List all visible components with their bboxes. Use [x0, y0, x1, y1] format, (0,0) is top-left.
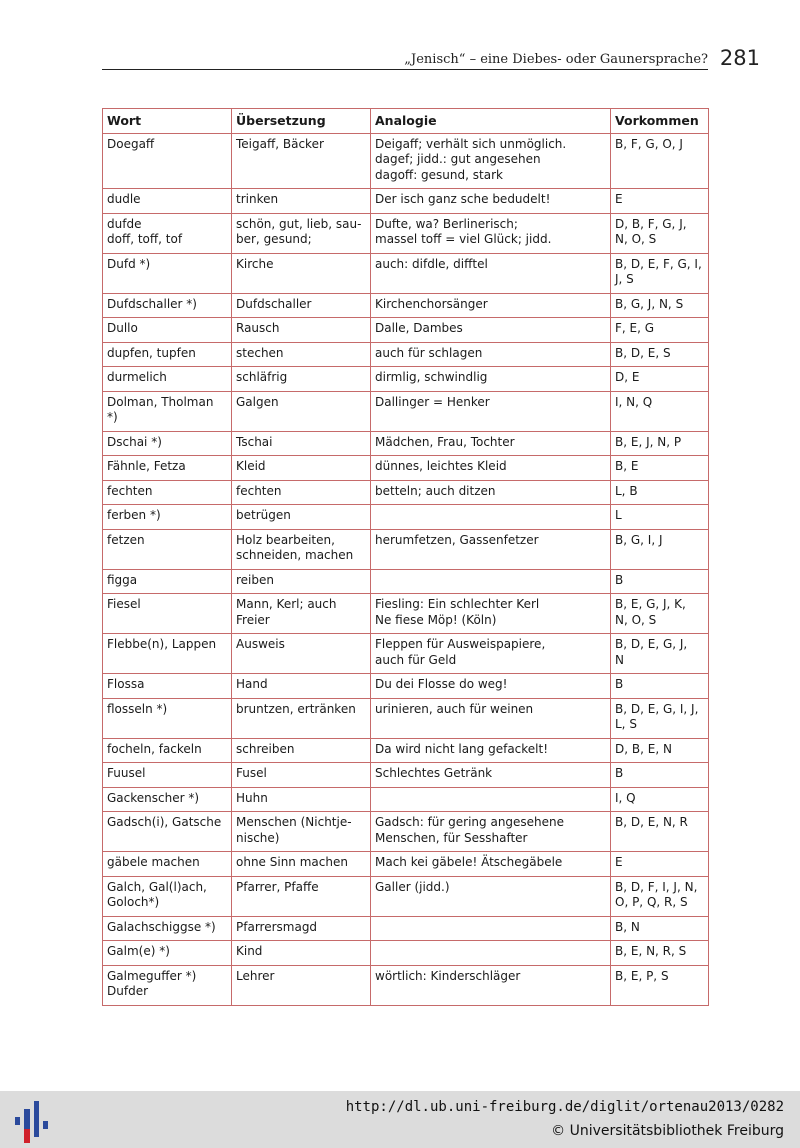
- cell-uebersetzung: Kleid: [232, 456, 371, 481]
- cell-wort: Dolman, Tholman *): [103, 391, 232, 431]
- cell-analogie: Dalle, Dambes: [371, 318, 611, 343]
- copyright-notice: © Universitätsbibliothek Freiburg: [551, 1123, 784, 1139]
- cell-analogie: Schlechtes Getränk: [371, 763, 611, 788]
- cell-vorkommen: E: [611, 852, 709, 877]
- cell-analogie: dünnes, leichtes Kleid: [371, 456, 611, 481]
- cell-uebersetzung: betrügen: [232, 505, 371, 530]
- cell-wort: Flebbe(n), Lappen: [103, 634, 232, 674]
- cell-wort: Galachschiggse *): [103, 916, 232, 941]
- cell-analogie: herumfetzen, Gassenfetzer: [371, 529, 611, 569]
- table-row: [103, 342, 709, 367]
- cell-vorkommen: D, B, F, G, J, N, O, S: [611, 213, 709, 253]
- cell-wort: Dullo: [103, 318, 232, 343]
- table-row: [103, 480, 709, 505]
- cell-uebersetzung: Galgen: [232, 391, 371, 431]
- cell-wort: focheln, fackeln: [103, 738, 232, 763]
- cell-vorkommen: B: [611, 569, 709, 594]
- cell-analogie: Dallinger = Henker: [371, 391, 611, 431]
- cell-uebersetzung: Huhn: [232, 787, 371, 812]
- cell-wort: Gackenscher *): [103, 787, 232, 812]
- source-url[interactable]: http://dl.ub.uni-freiburg.de/diglit/ortenau2013/0282: [345, 1099, 784, 1115]
- cell-vorkommen: L, B: [611, 480, 709, 505]
- table-row: [103, 391, 709, 431]
- table-row: [103, 674, 709, 699]
- cell-analogie: [371, 916, 611, 941]
- cell-vorkommen: D, E: [611, 367, 709, 392]
- cell-uebersetzung: reiben: [232, 569, 371, 594]
- cell-vorkommen: B, E, N, R, S: [611, 941, 709, 966]
- table-row: [103, 965, 709, 1005]
- cell-wort: Galmeguffer *) Dufder: [103, 965, 232, 1005]
- cell-analogie: [371, 941, 611, 966]
- cell-uebersetzung: Menschen (Nichtje- nische): [232, 812, 371, 852]
- cell-analogie: urinieren, auch für weinen: [371, 698, 611, 738]
- cell-vorkommen: F, E, G: [611, 318, 709, 343]
- cell-analogie: auch für schlagen: [371, 342, 611, 367]
- table-row: [103, 293, 709, 318]
- cell-uebersetzung: Hand: [232, 674, 371, 699]
- cell-analogie: Galler (jidd.): [371, 876, 611, 916]
- cell-wort: Fiesel: [103, 594, 232, 634]
- cell-uebersetzung: bruntzen, ertränken: [232, 698, 371, 738]
- cell-uebersetzung: ohne Sinn machen: [232, 852, 371, 877]
- cell-analogie: Deigaff; verhält sich unmöglich. dagef; jidd.: gut angesehen dagoff: gesund, stark: [371, 133, 611, 189]
- cell-uebersetzung: fechten: [232, 480, 371, 505]
- cell-vorkommen: B, D, F, I, J, N, O, P, Q, R, S: [611, 876, 709, 916]
- cell-wort: Flossa: [103, 674, 232, 699]
- table-row: [103, 133, 709, 189]
- cell-wort: Dufd *): [103, 253, 232, 293]
- cell-wort: dudle: [103, 189, 232, 214]
- cell-wort: gäbele machen: [103, 852, 232, 877]
- ub-freiburg-logo-icon: [12, 1099, 50, 1143]
- table-row: [103, 213, 709, 253]
- cell-wort: Dschai *): [103, 431, 232, 456]
- cell-uebersetzung: schreiben: [232, 738, 371, 763]
- cell-wort: figga: [103, 569, 232, 594]
- cell-analogie: Mädchen, Frau, Tochter: [371, 431, 611, 456]
- cell-analogie: [371, 569, 611, 594]
- table-row: [103, 189, 709, 214]
- cell-uebersetzung: schön, gut, lieb, sau- ber, gesund;: [232, 213, 371, 253]
- cell-vorkommen: B, E, J, N, P: [611, 431, 709, 456]
- cell-analogie: Kirchenchorsänger: [371, 293, 611, 318]
- cell-wort: dufde doff, toff, tof: [103, 213, 232, 253]
- cell-wort: fetzen: [103, 529, 232, 569]
- table-row: [103, 738, 709, 763]
- cell-vorkommen: B, G, J, N, S: [611, 293, 709, 318]
- cell-analogie: Fleppen für Ausweispapiere, auch für Geld: [371, 634, 611, 674]
- cell-uebersetzung: Rausch: [232, 318, 371, 343]
- table-row: [103, 569, 709, 594]
- cell-analogie: auch: difdle, difftel: [371, 253, 611, 293]
- cell-uebersetzung: Pfarrersmagd: [232, 916, 371, 941]
- table-row: [103, 634, 709, 674]
- cell-wort: flosseln *): [103, 698, 232, 738]
- cell-uebersetzung: Holz bearbeiten, schneiden, machen: [232, 529, 371, 569]
- cell-wort: Galm(e) *): [103, 941, 232, 966]
- cell-vorkommen: I, N, Q: [611, 391, 709, 431]
- table-row: [103, 916, 709, 941]
- table-row: [103, 505, 709, 530]
- table-body: [103, 133, 709, 1005]
- cell-analogie: Dufte, wa? Berlinerisch; massel toff = viel Glück; jidd.: [371, 213, 611, 253]
- cell-vorkommen: B, E, P, S: [611, 965, 709, 1005]
- table-row: [103, 318, 709, 343]
- cell-uebersetzung: Ausweis: [232, 634, 371, 674]
- table-header: [103, 109, 709, 134]
- cell-wort: durmelich: [103, 367, 232, 392]
- cell-uebersetzung: Mann, Kerl; auch Freier: [232, 594, 371, 634]
- cell-uebersetzung: Fusel: [232, 763, 371, 788]
- cell-analogie: betteln; auch ditzen: [371, 480, 611, 505]
- column-header-wort: Wort: [103, 109, 232, 134]
- table-row: [103, 876, 709, 916]
- cell-vorkommen: B, D, E, G, I, J, L, S: [611, 698, 709, 738]
- cell-analogie: Du dei Flosse do weg!: [371, 674, 611, 699]
- column-header-analogie: Analogie: [371, 109, 611, 134]
- table-header-row: [103, 109, 709, 134]
- header-rule: [102, 69, 708, 70]
- cell-analogie: Gadsch: für gering angesehene Menschen, für Sesshafter: [371, 812, 611, 852]
- table-row: [103, 594, 709, 634]
- footer-bar: [0, 1091, 800, 1148]
- table-row: [103, 698, 709, 738]
- cell-analogie: [371, 505, 611, 530]
- cell-vorkommen: B: [611, 763, 709, 788]
- cell-analogie: [371, 787, 611, 812]
- table-row: [103, 456, 709, 481]
- cell-uebersetzung: Pfarrer, Pfaffe: [232, 876, 371, 916]
- cell-vorkommen: B, F, G, O, J: [611, 133, 709, 189]
- cell-vorkommen: B, E, G, J, K, N, O, S: [611, 594, 709, 634]
- cell-analogie: wörtlich: Kinderschläger: [371, 965, 611, 1005]
- table-row: [103, 787, 709, 812]
- cell-analogie: Der isch ganz sche bedudelt!: [371, 189, 611, 214]
- cell-wort: Fuusel: [103, 763, 232, 788]
- cell-vorkommen: B, G, I, J: [611, 529, 709, 569]
- cell-wort: Dufdschaller *): [103, 293, 232, 318]
- cell-vorkommen: B, D, E, S: [611, 342, 709, 367]
- cell-vorkommen: B, D, E, G, J, N: [611, 634, 709, 674]
- cell-wort: Galch, Gal(l)ach, Goloch*): [103, 876, 232, 916]
- cell-uebersetzung: Dufdschaller: [232, 293, 371, 318]
- cell-vorkommen: B, D, E, F, G, I, J, S: [611, 253, 709, 293]
- cell-analogie: Fiesling: Ein schlechter Kerl Ne fiese Möp! (Köln): [371, 594, 611, 634]
- table-row: [103, 253, 709, 293]
- cell-uebersetzung: Lehrer: [232, 965, 371, 1005]
- table-row: [103, 812, 709, 852]
- running-title: „Jenisch“ – eine Diebes- oder Gaunersprache?: [404, 52, 708, 67]
- vocabulary-table: [102, 108, 709, 1006]
- cell-wort: dupfen, tupfen: [103, 342, 232, 367]
- cell-uebersetzung: Teigaff, Bäcker: [232, 133, 371, 189]
- cell-uebersetzung: Tschai: [232, 431, 371, 456]
- cell-analogie: Mach kei gäbele! Ätschegäbele: [371, 852, 611, 877]
- cell-vorkommen: B, N: [611, 916, 709, 941]
- cell-vorkommen: B, D, E, N, R: [611, 812, 709, 852]
- table-row: [103, 763, 709, 788]
- cell-vorkommen: I, Q: [611, 787, 709, 812]
- cell-wort: Doegaff: [103, 133, 232, 189]
- cell-wort: Fähnle, Fetza: [103, 456, 232, 481]
- column-header-vorkommen: Vorkommen: [611, 109, 709, 134]
- page-number: 281: [719, 46, 760, 70]
- cell-uebersetzung: Kirche: [232, 253, 371, 293]
- cell-vorkommen: L: [611, 505, 709, 530]
- cell-vorkommen: E: [611, 189, 709, 214]
- cell-wort: ferben *): [103, 505, 232, 530]
- cell-vorkommen: D, B, E, N: [611, 738, 709, 763]
- column-header-uebersetzung: Übersetzung: [232, 109, 371, 134]
- cell-analogie: dirmlig, schwindlig: [371, 367, 611, 392]
- cell-vorkommen: B, E: [611, 456, 709, 481]
- table-row: [103, 529, 709, 569]
- cell-analogie: Da wird nicht lang gefackelt!: [371, 738, 611, 763]
- table-row: [103, 431, 709, 456]
- cell-uebersetzung: trinken: [232, 189, 371, 214]
- cell-vorkommen: B: [611, 674, 709, 699]
- table-row: [103, 367, 709, 392]
- table-row: [103, 852, 709, 877]
- table-row: [103, 941, 709, 966]
- cell-uebersetzung: Kind: [232, 941, 371, 966]
- cell-uebersetzung: schläfrig: [232, 367, 371, 392]
- cell-wort: Gadsch(i), Gatsche: [103, 812, 232, 852]
- cell-wort: fechten: [103, 480, 232, 505]
- cell-uebersetzung: stechen: [232, 342, 371, 367]
